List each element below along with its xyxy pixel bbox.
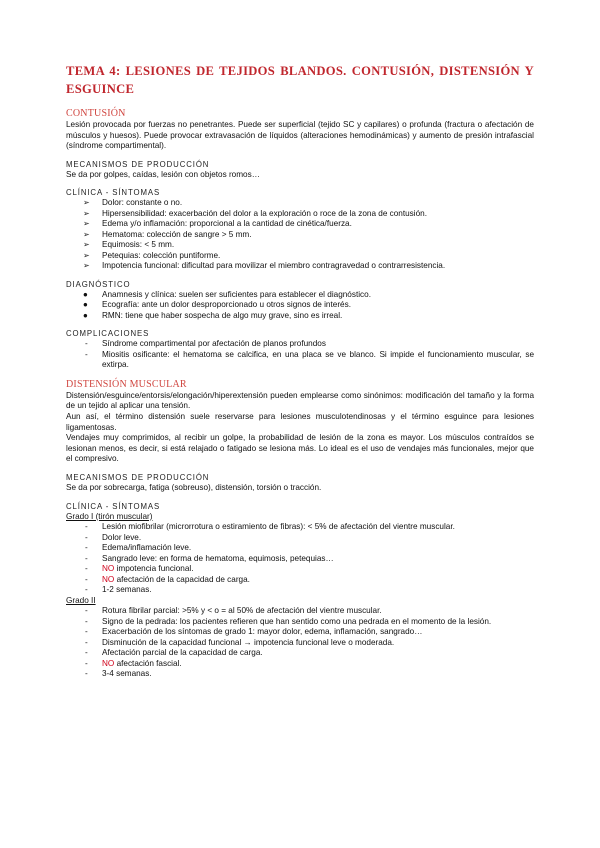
dash-bullet-icon: - (85, 522, 88, 532)
contusion-intro: Lesión provocada por fuerzas no penetrantes. Puede ser superficial (tejido SC y capilares) o profunda (fractura o afectación de músculos y huesos). Puede provocar extravasación de líquidos (alteraciones hemodinámicas) y aumento de presión intrafascial (síndrome compartimental). (66, 120, 534, 151)
list-item: - Edema/inflamación leve. (85, 543, 192, 553)
arrow-bullet-icon: ➢ (83, 229, 90, 239)
dash-bullet-icon: - (85, 606, 88, 616)
subheading-complicaciones: COMPLICACIONES (66, 329, 150, 339)
dash-bullet-icon: - (85, 648, 88, 658)
list-item: ● RMN: tiene que haber sospecha de algo muy grave, sino es irreal. (83, 310, 343, 320)
dash-bullet-icon: - (85, 616, 88, 626)
list-item: - Exacerbación de los síntomas de grado 1: mayor dolor, edema, inflamación, sangrado… (85, 627, 423, 637)
list-item: ● Anamnesis y clínica: suelen ser suficientes para establecer el diagnóstico. (83, 289, 371, 299)
dash-bullet-icon: - (85, 349, 88, 359)
no-emphasis: NO (102, 564, 115, 574)
list-item: ➢ Equimosis: < 5 mm. (83, 240, 175, 250)
dash-bullet-icon: - (85, 553, 88, 563)
list-item: - NO impotencia funcional. (85, 564, 194, 574)
arrow-bullet-icon: ➢ (83, 208, 90, 218)
list-item: - Signo de la pedrada: los pacientes refieren que han sentido como una pedrada en el momento de la lesión. (85, 616, 492, 626)
list-item: - NO afectación fascial. (85, 658, 182, 668)
no-emphasis: NO (102, 574, 115, 584)
list-item: ➢ Impotencia funcional: dificultad para movilizar el miembro contragravedad o contrarresistencia. (83, 261, 446, 271)
list-item: ➢ Petequias: colección puntiforme. (83, 250, 221, 260)
list-item: - Dolor leve. (85, 532, 142, 542)
list-item: - Lesión miofibrilar (microrrotura o estiramiento de fibras): < 5% de afectación del vientre muscular. (85, 522, 455, 532)
arrow-bullet-icon: ➢ (83, 219, 90, 229)
dash-bullet-icon: - (85, 669, 88, 679)
dot-bullet-icon: ● (83, 289, 88, 299)
document-title: TEMA 4: LESIONES DE TEJIDOS BLANDOS. CONTUSIÓN, DISTENSIÓN Y ESGUINCE (66, 64, 534, 96)
dash-bullet-icon: - (85, 574, 88, 584)
list-item: ➢ Edema y/o inflamación: proporcional a la cantidad de cinética/fuerza. (83, 219, 352, 229)
list-item: - Sangrado leve: en forma de hematoma, equimosis, petequias… (85, 553, 334, 563)
dash-bullet-icon: - (85, 637, 88, 647)
clinica-list (66, 198, 534, 272)
dash-bullet-icon: - (85, 543, 88, 553)
list-item: - 3-4 semanas. (85, 669, 152, 679)
list-item: - Síndrome compartimental por afectación de planos profundos (85, 339, 326, 349)
subheading-diagnostico: DIAGNÓSTICO (66, 279, 131, 289)
list-item: - Afectación parcial de la capacidad de carga. (85, 648, 263, 658)
arrow-bullet-icon: ➢ (83, 198, 90, 208)
distension-paragraph-1: Distensión/esguince/entorsis/elongación/hiperextensión pueden emplearse como sinónimos: modificación del tamaño y la forma de un tejido al aplicar una tensión. (66, 390, 534, 411)
grado-1-label: Grado I (tirón muscular) (66, 511, 153, 521)
list-item: ● Ecografía: ante un dolor desproporcionado u otros signos de interés. (83, 300, 351, 310)
dash-bullet-icon: - (85, 585, 88, 595)
complicaciones-list (66, 339, 534, 371)
grado-2-label: Grado II (66, 595, 96, 605)
list-item: ➢ Hipersensibilidad: exacerbación del dolor a la exploración o roce de la zona de contusión. (83, 208, 427, 218)
no-emphasis: NO (102, 658, 115, 668)
list-item: - NO afectación de la capacidad de carga. (85, 574, 250, 584)
arrow-bullet-icon: ➢ (83, 240, 90, 250)
subheading-mecanismos: MECANISMOS DE PRODUCCIÓN (66, 159, 210, 169)
dash-bullet-icon: - (85, 627, 88, 637)
mecanismos-distension-text: Se da por sobrecarga, fatiga (sobreuso), distensión, torsión o tracción. (66, 483, 322, 493)
mecanismos-text: Se da por golpes, caídas, lesión con objetos romos… (66, 169, 260, 179)
distension-paragraph-2: Aun así, el término distensión suele reservarse para lesiones musculotendinosas y el término esguince para lesiones ligamentosas. (66, 412, 534, 432)
list-item: - Disminución de la capacidad funcional → impotencia funcional leve o moderada. (85, 637, 395, 647)
arrow-bullet-icon: ➢ (83, 250, 90, 260)
dash-bullet-icon: - (85, 339, 88, 349)
dash-bullet-icon: - (85, 532, 88, 542)
dot-bullet-icon: ● (83, 310, 88, 320)
list-item: - 1-2 semanas. (85, 585, 152, 595)
section-title-contusion: CONTUSIÓN (66, 108, 126, 119)
dot-bullet-icon: ● (83, 300, 88, 310)
list-item: - Miositis osificante: el hematoma se calcifica, en una placa se ve blanco. Si impide el funcionamiento muscular, se extirpa. (85, 349, 534, 370)
list-item: ➢ Dolor: constante o no. (83, 198, 183, 208)
list-item: ➢ Hematoma: colección de sangre > 5 mm. (83, 229, 252, 239)
distension-paragraph-3: Vendajes muy comprimidos, al recibir un golpe, la probabilidad de lesión de la zona es mayor. Los músculos contraídos se lesionan menos, es decir, si está relajado o fatigado se lesiona más. Lo ideal es el uso de vendajes más funcionales, mejor que el compresivo. (66, 433, 534, 464)
list-item: - Rotura fibrilar parcial: >5% y < o = al 50% de afectación del vientre muscular. (85, 606, 382, 616)
dash-bullet-icon: - (85, 564, 88, 574)
diagnostico-list (66, 290, 534, 322)
arrow-bullet-icon: ➢ (83, 261, 90, 271)
subheading-mecanismos-distension: MECANISMOS DE PRODUCCIÓN (66, 473, 210, 483)
subheading-clinica-distension: CLÍNICA - SÍNTOMAS (66, 501, 161, 511)
grado-2-list (66, 606, 534, 680)
section-title-distension: DISTENSIÓN MUSCULAR (66, 378, 187, 390)
grado-1-list (66, 522, 534, 596)
subheading-clinica: CLÍNICA - SÍNTOMAS (66, 188, 161, 198)
dash-bullet-icon: - (85, 658, 88, 668)
